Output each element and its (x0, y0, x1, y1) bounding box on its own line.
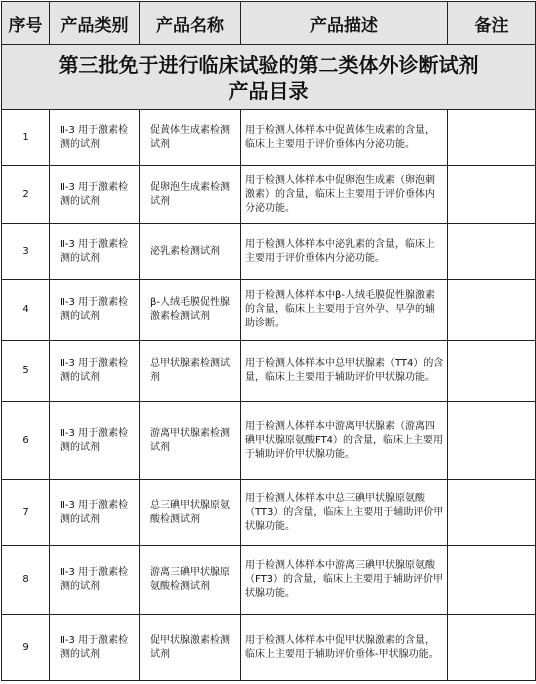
row-number: 8 (2, 546, 50, 615)
row-product-name: β-人绒毛膜促性腺激素检测试剂 (140, 280, 241, 341)
header-name: 产品名称 (140, 2, 241, 45)
table-row (2, 480, 536, 546)
table-row (2, 110, 536, 166)
catalog-title (2, 45, 536, 110)
row-category: Ⅱ-3 用于激素检测的试剂 (50, 615, 140, 681)
header-no: 序号 (2, 2, 50, 45)
row-description: 用于检测人体样本中促黄体生成素的含量，临床上主要用于评价垂体内分泌功能。 (241, 110, 448, 166)
table-row (2, 341, 536, 402)
row-note (448, 110, 536, 166)
row-product-name: 游离甲状腺素检测试剂 (140, 402, 241, 480)
catalog-table (1, 1, 536, 681)
row-category: Ⅱ-3 用于激素检测的试剂 (50, 166, 140, 224)
row-number: 1 (2, 110, 50, 166)
row-number: 7 (2, 480, 50, 546)
row-number: 2 (2, 166, 50, 224)
header-category: 产品类别 (50, 2, 140, 45)
row-note (448, 546, 536, 615)
row-number: 4 (2, 280, 50, 341)
row-description: 用于检测人体样本中总三碘甲状腺原氨酸（TT3）的含量，临床上主要用于辅助评价甲状腺功能。 (241, 480, 448, 546)
row-category: Ⅱ-3 用于激素检测的试剂 (50, 224, 140, 280)
row-category: Ⅱ-3 用于激素检测的试剂 (50, 402, 140, 480)
row-description: 用于检测人体样本中促甲状腺激素的含量，临床上主要用于辅助评价垂体-甲状腺功能。 (241, 615, 448, 681)
row-note (448, 341, 536, 402)
row-category: Ⅱ-3 用于激素检测的试剂 (50, 546, 140, 615)
row-number: 3 (2, 224, 50, 280)
row-number: 9 (2, 615, 50, 681)
row-number: 6 (2, 402, 50, 480)
table-row (2, 546, 536, 615)
row-category: Ⅱ-3 用于激素检测的试剂 (50, 341, 140, 402)
row-description: 用于检测人体样本中游离三碘甲状腺原氨酸（FT3）的含量，临床上主要用于辅助评价甲状腺功能。 (241, 546, 448, 615)
table-row (2, 166, 536, 224)
row-category: Ⅱ-3 用于激素检测的试剂 (50, 110, 140, 166)
row-number: 5 (2, 341, 50, 402)
header-row (2, 2, 536, 45)
table-row (2, 224, 536, 280)
row-product-name: 促甲状腺激素检测试剂 (140, 615, 241, 681)
row-description: 用于检测人体样本中β-人绒毛膜促性腺激素的含量，临床上主要用于宫外孕、早孕的辅助诊断。 (241, 280, 448, 341)
row-note (448, 615, 536, 681)
row-category: Ⅱ-3 用于激素检测的试剂 (50, 280, 140, 341)
header-note: 备注 (448, 2, 536, 45)
row-description: 用于检测人体样本中游离甲状腺素（游离四碘甲状腺原氨酸FT4）的含量，临床上主要用于辅助评价甲状腺功能。 (241, 402, 448, 480)
header-description: 产品描述 (241, 2, 448, 45)
catalog-body (2, 110, 536, 681)
row-note (448, 224, 536, 280)
catalog-title-line1: 第三批免于进行临床试验的第二类体外诊断试剂 (58, 53, 479, 77)
row-product-name: 总三碘甲状腺原氨酸检测试剂 (140, 480, 241, 546)
row-description: 用于检测人体样本中泌乳素的含量，临床上主要用于评价垂体内分泌功能。 (241, 224, 448, 280)
row-product-name: 促卵泡生成素检测试剂 (140, 166, 241, 224)
table-row (2, 280, 536, 341)
row-note (448, 402, 536, 480)
row-product-name: 促黄体生成素检测试剂 (140, 110, 241, 166)
row-product-name: 总甲状腺素检测试剂 (140, 341, 241, 402)
banner-row (2, 45, 536, 110)
catalog-title-line2: 产品目录 (228, 79, 309, 103)
table-row (2, 615, 536, 681)
row-note (448, 480, 536, 546)
table-row (2, 402, 536, 480)
row-description: 用于检测人体样本中促卵泡生成素（卵泡刺激素）的含量，临床上主要用于评价垂体内分泌功能。 (241, 166, 448, 224)
row-note (448, 166, 536, 224)
row-note (448, 280, 536, 341)
row-product-name: 游离三碘甲状腺原氨酸检测试剂 (140, 546, 241, 615)
row-product-name: 泌乳素检测试剂 (140, 224, 241, 280)
row-description: 用于检测人体样本中总甲状腺素（TT4）的含量，临床上主要用于辅助评价甲状腺功能。 (241, 341, 448, 402)
row-category: Ⅱ-3 用于激素检测的试剂 (50, 480, 140, 546)
